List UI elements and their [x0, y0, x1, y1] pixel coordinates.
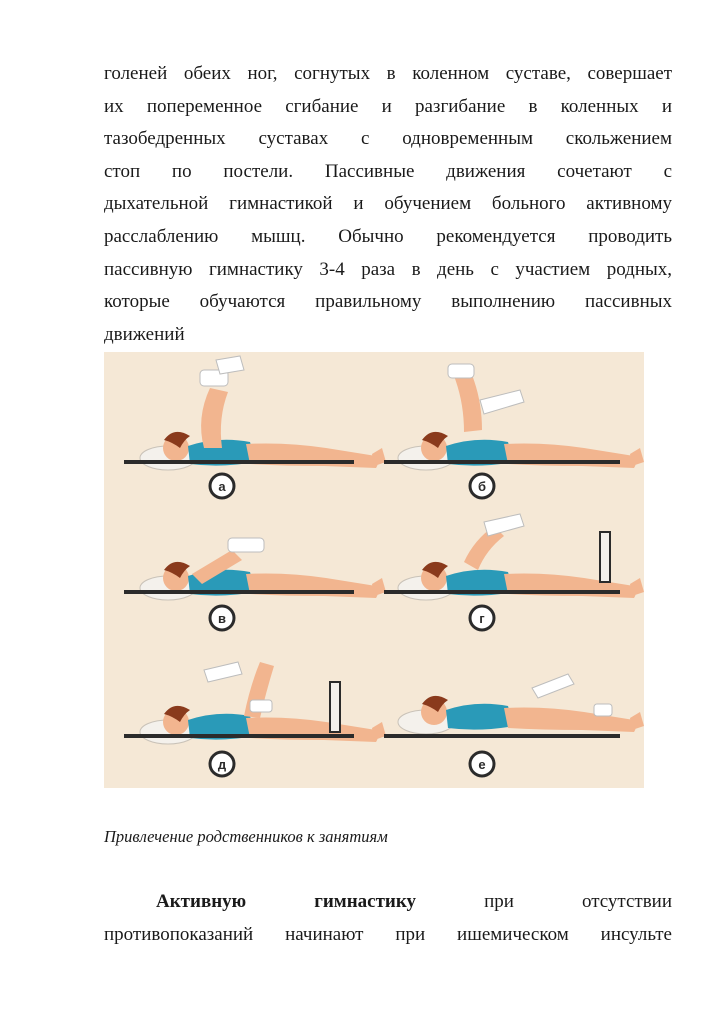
- text-line: движений: [104, 323, 185, 345]
- text-line: расслаблению мышц. Обычно рекомендуется проводить: [104, 225, 672, 247]
- panel-e: [124, 662, 386, 776]
- text-line: которые обучаются правильному выполнению пассивных: [104, 291, 672, 313]
- panel-c: [124, 538, 386, 630]
- text-line: дыхательной гимнастикой и обучением больного активному: [104, 193, 672, 215]
- paragraph-passive-gymnastics: [104, 58, 672, 351]
- panel-label: г: [479, 611, 485, 626]
- text-line: пассивную гимнастику 3-4 раза в день с участием родных,: [104, 258, 672, 280]
- panel-label: б: [477, 479, 487, 494]
- panel-d: [384, 514, 644, 630]
- bold-term: Активную гимнастику: [156, 891, 417, 912]
- text-fragment: при отсутствии: [484, 891, 672, 912]
- text-line: их попеременное сгибание и разгибание в коленных и: [104, 95, 672, 117]
- passive-exercise-illustration: [104, 352, 644, 788]
- text-line: противопоказаний начинают при ишемическом инсульте: [104, 924, 672, 945]
- panel-label: а: [218, 479, 226, 494]
- paragraph-active-gymnastics: [104, 885, 672, 951]
- panel-a: [124, 356, 386, 498]
- figure-caption: Привлечение родственников к занятиям: [104, 827, 388, 846]
- panel-label: в: [218, 611, 226, 626]
- panel-label: д: [217, 757, 227, 772]
- text-line: голеней обеих ног, согнутых в коленном суставе, совершает: [104, 63, 672, 84]
- text-line: тазобедренных суставах с одновременным скольжением: [104, 128, 672, 150]
- panel-b: [384, 364, 644, 498]
- text-line: стоп по постели. Пассивные движения сочетают с: [104, 160, 672, 182]
- text-line: [104, 885, 672, 918]
- panel-f: [384, 674, 644, 776]
- panel-label: е: [478, 757, 486, 772]
